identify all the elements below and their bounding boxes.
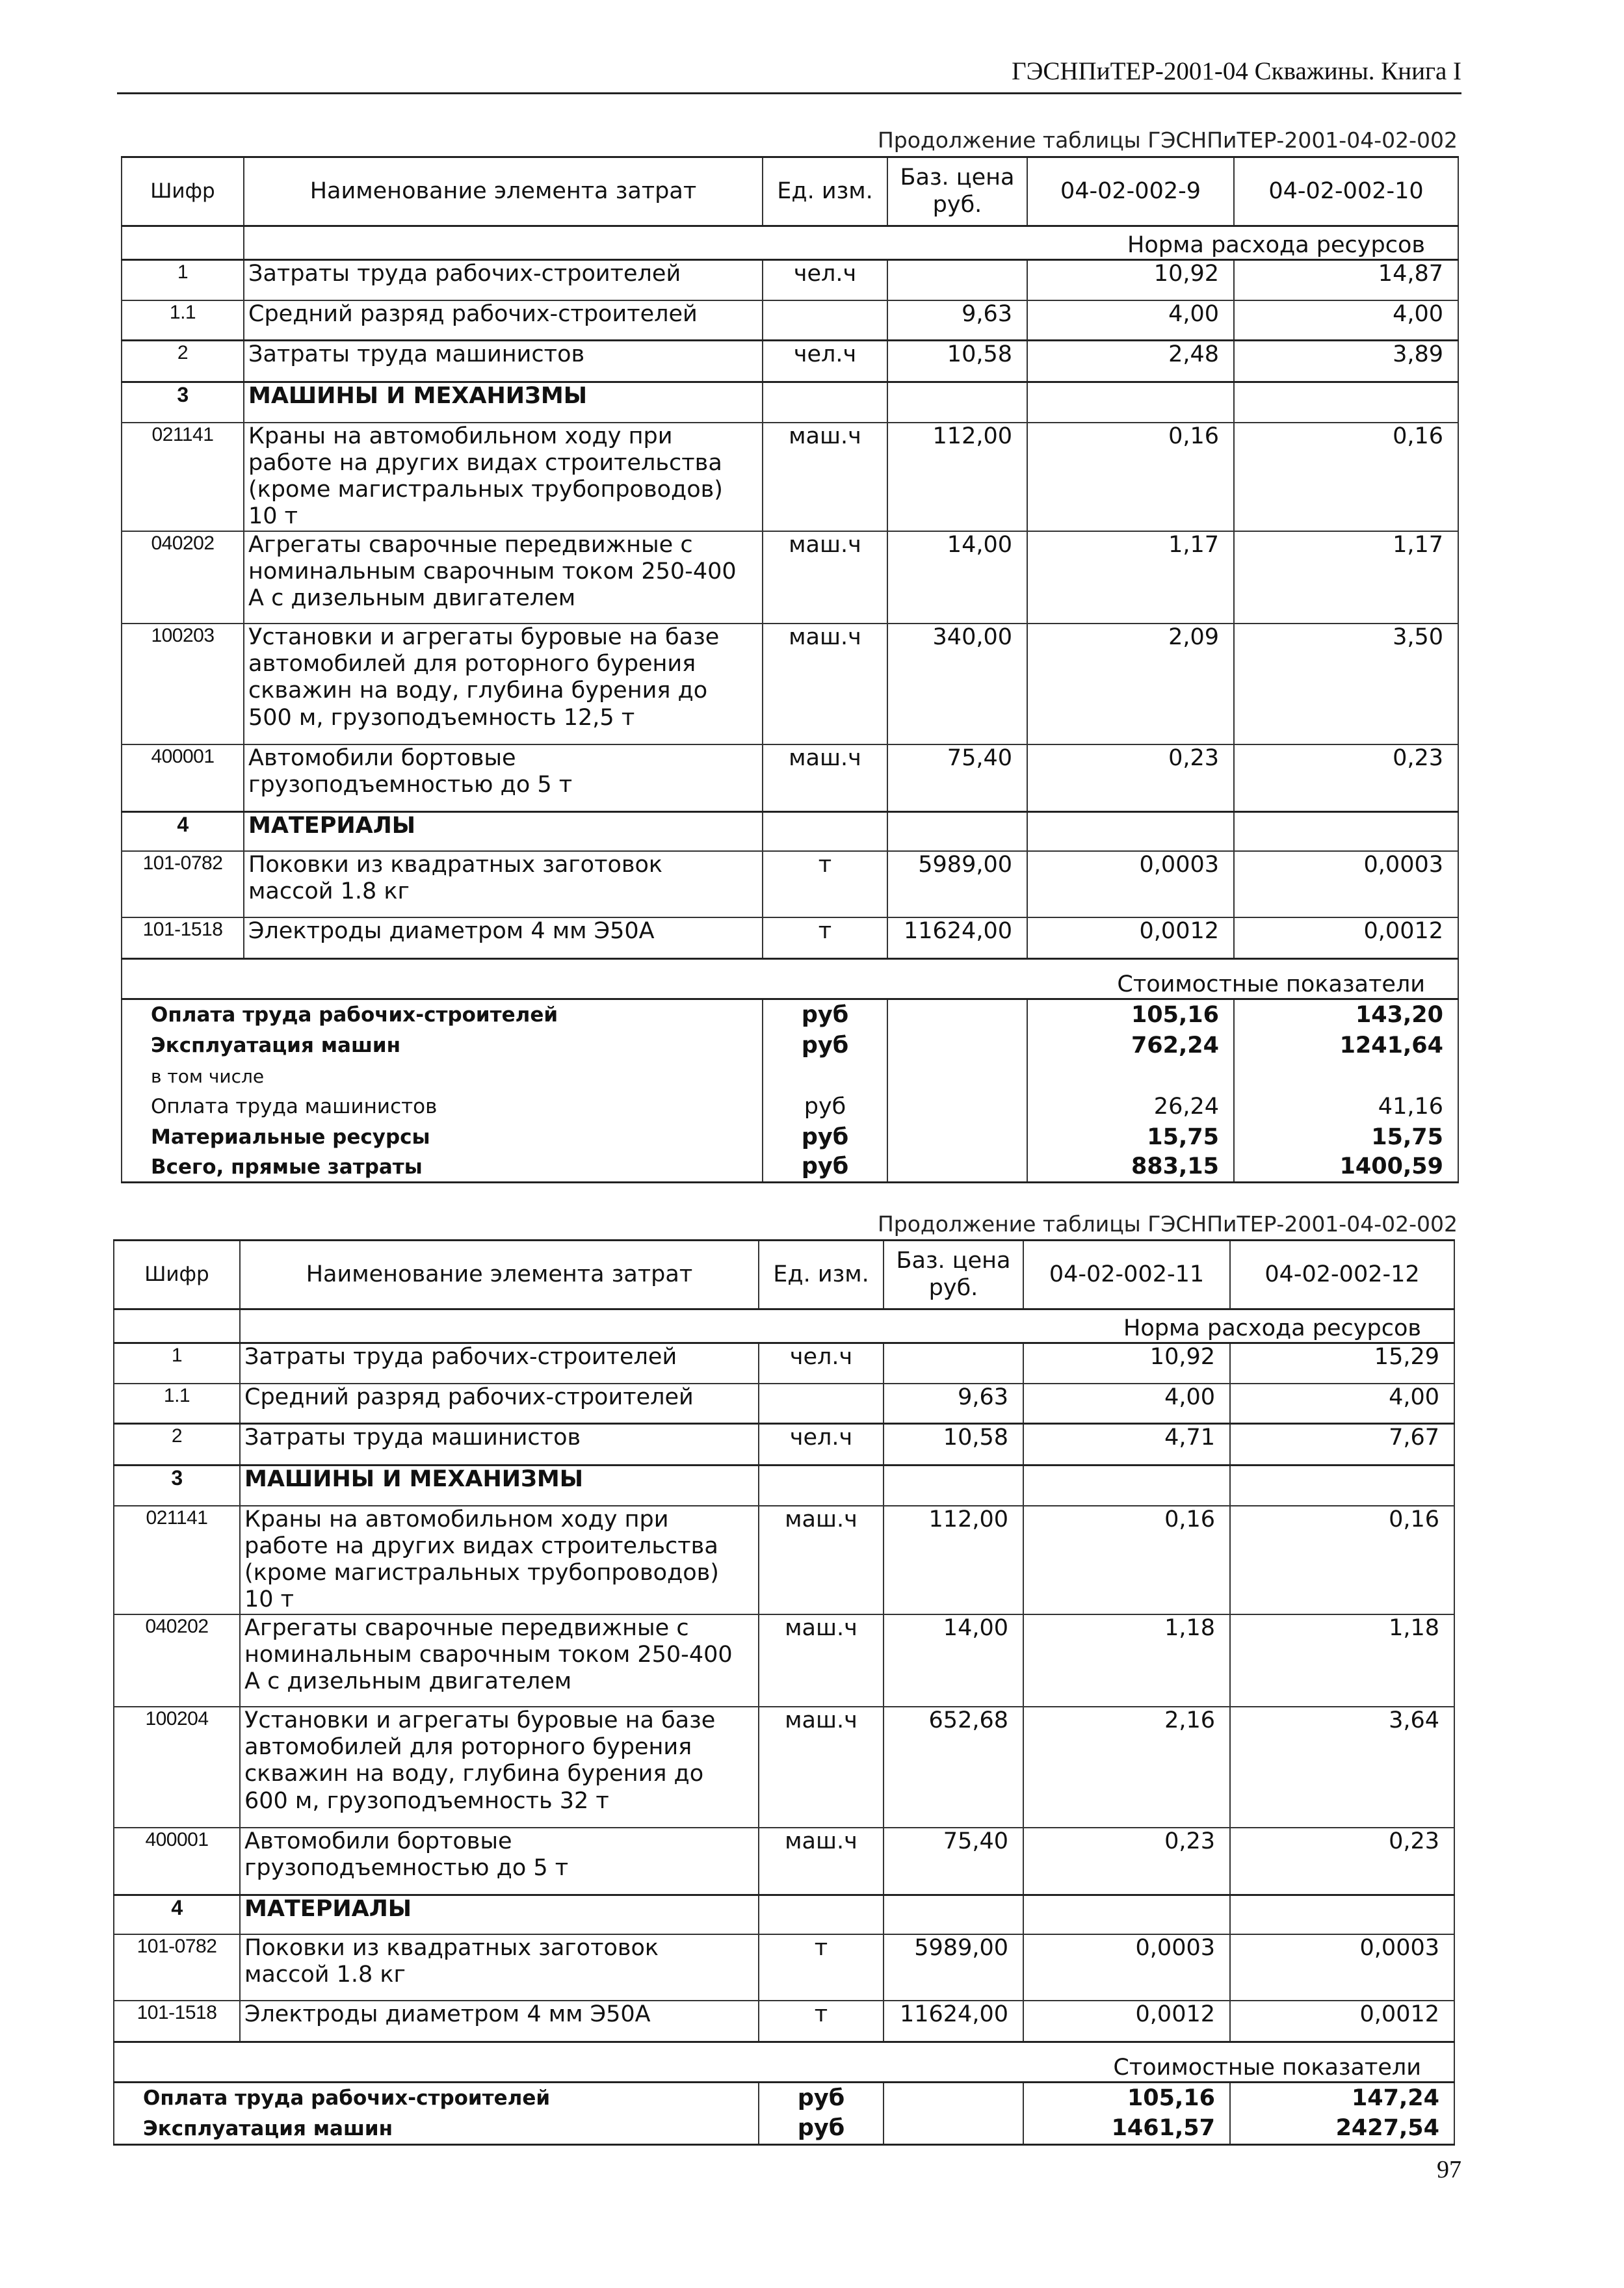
row-name: Установки и агрегаты буровые на базе автомобилей для роторного бурения скважин на воду, глубина бурения до 500 м, грузоподъемность 12,5 т <box>244 624 763 744</box>
row-price: 652,68 <box>884 1707 1023 1828</box>
empty-cell <box>884 2083 1023 2114</box>
cost-row <box>122 1031 1458 1062</box>
row-value-a: 0,16 <box>1027 423 1234 531</box>
row-code: 101-0782 <box>122 851 244 917</box>
row-name: Агрегаты сварочные передвижные с номинальным сварочным током 250-400 А с дизельным двигателем <box>244 531 763 624</box>
row-name: МАТЕРИАЛЫ <box>244 812 763 851</box>
row-value-a: 2,16 <box>1023 1707 1230 1828</box>
row-unit: руб <box>763 1092 887 1123</box>
row-name: Средний разряд рабочих-строителей <box>244 300 763 341</box>
cost-row <box>114 2083 1454 2114</box>
row-value-b: 1400,59 <box>1234 1153 1458 1183</box>
cost-label: Оплата труда рабочих-строителей <box>122 999 763 1031</box>
col-header-a: 04-02-002-11 <box>1023 1241 1230 1309</box>
row-value-b: 0,23 <box>1234 744 1458 812</box>
row-value-b: 3,64 <box>1230 1707 1454 1828</box>
row-value-a: 105,16 <box>1023 2083 1230 2114</box>
row-code: 100203 <box>122 624 244 744</box>
row-unit: руб <box>763 1153 887 1183</box>
row-code: 2 <box>114 1424 240 1466</box>
table-2-continuation-caption: Продолжение таблицы ГЭСНПиТЕР-2001-04-02-002 <box>877 1211 1458 1237</box>
row-code: 100204 <box>114 1707 240 1828</box>
cost-label: Материальные ресурсы <box>122 1123 763 1153</box>
row-name: Автомобили бортовые грузоподъемностью до 5 т <box>244 744 763 812</box>
empty-cell <box>759 1895 884 1934</box>
col-header-b: 04-02-002-12 <box>1230 1241 1454 1309</box>
row-price: 11624,00 <box>884 2001 1023 2042</box>
col-header-name: Наименование элемента затрат <box>244 157 763 226</box>
table-row <box>122 744 1458 812</box>
table-header-row <box>114 1241 1454 1309</box>
page-header <box>117 39 1461 94</box>
row-value-b: 3,50 <box>1234 624 1458 744</box>
row-price: 112,00 <box>884 1506 1023 1614</box>
row-value-a: 4,00 <box>1027 300 1234 341</box>
row-value-b: 147,24 <box>1230 2083 1454 2114</box>
row-value-a: 0,23 <box>1023 1828 1230 1895</box>
row-code: 3 <box>114 1466 240 1506</box>
row-price: 11624,00 <box>887 917 1027 959</box>
row-value-b: 15,29 <box>1230 1343 1454 1384</box>
row-value-b: 1,18 <box>1230 1614 1454 1707</box>
row-value-b: 41,16 <box>1234 1092 1458 1123</box>
band-norm: Норма расхода ресурсов <box>240 1309 1454 1343</box>
row-name: Поковки из квадратных заготовок массой 1.8 кг <box>240 1934 759 2001</box>
row-code: 4 <box>114 1895 240 1934</box>
row-code: 2 <box>122 341 244 382</box>
row-code: 021141 <box>122 423 244 531</box>
row-code: 101-0782 <box>114 1934 240 2001</box>
row-unit: руб <box>763 1031 887 1062</box>
row-code: 400001 <box>114 1828 240 1895</box>
section-row <box>114 1466 1454 1506</box>
cost-label: Оплата труда рабочих-строителей <box>114 2083 759 2114</box>
row-value-a: 1,18 <box>1023 1614 1230 1707</box>
band-norm: Норма расхода ресурсов <box>244 226 1458 260</box>
row-value-a: 0,23 <box>1027 744 1234 812</box>
row-name: Затраты труда рабочих-строителей <box>244 260 763 300</box>
empty-cell <box>114 1309 240 1343</box>
row-value-a: 0,0012 <box>1023 2001 1230 2042</box>
empty-cell <box>1234 1062 1458 1092</box>
row-value-b: 3,89 <box>1234 341 1458 382</box>
row-value-a: 2,09 <box>1027 624 1234 744</box>
col-header-price: Баз. цена руб. <box>884 1241 1023 1309</box>
page-header-title: ГЭСНПиТЕР-2001-04 Скважины. Книга I <box>1012 57 1461 85</box>
row-value-b: 7,67 <box>1230 1424 1454 1466</box>
empty-cell <box>763 382 887 423</box>
cost-label: Оплата труда машинистов <box>122 1092 763 1123</box>
row-value-a: 762,24 <box>1027 1031 1234 1062</box>
band-cost: Стоимостные показатели <box>114 2042 1454 2083</box>
table-1-continuation-caption: Продолжение таблицы ГЭСНПиТЕР-2001-04-02-002 <box>877 127 1458 153</box>
table-row <box>122 300 1458 341</box>
page-number: 97 <box>1437 2156 1461 2183</box>
row-name: Установки и агрегаты буровые на базе автомобилей для роторного бурения скважин на воду, глубина бурения до 600 м, грузоподъемность 32 т <box>240 1707 759 1828</box>
table-row <box>114 1707 1454 1828</box>
cost-row <box>122 1062 1458 1092</box>
row-unit: чел.ч <box>759 1424 884 1466</box>
table-row <box>122 423 1458 531</box>
empty-cell <box>1230 1466 1454 1506</box>
row-name: Агрегаты сварочные передвижные с номинальным сварочным током 250-400 А с дизельным двигателем <box>240 1614 759 1707</box>
row-value-b: 4,00 <box>1230 1384 1454 1424</box>
table-row <box>114 1424 1454 1466</box>
row-name: МАШИНЫ И МЕХАНИЗМЫ <box>240 1466 759 1506</box>
row-unit: чел.ч <box>759 1343 884 1384</box>
empty-cell <box>759 1466 884 1506</box>
row-value-b: 2427,54 <box>1230 2114 1454 2145</box>
row-name: МАТЕРИАЛЫ <box>240 1895 759 1934</box>
row-code: 021141 <box>114 1506 240 1614</box>
row-price: 10,58 <box>887 341 1027 382</box>
row-name: Автомобили бортовые грузоподъемностью до 5 т <box>240 1828 759 1895</box>
table-row <box>122 260 1458 300</box>
row-name: Средний разряд рабочих-строителей <box>240 1384 759 1424</box>
row-code: 101-1518 <box>114 2001 240 2042</box>
empty-cell <box>887 812 1027 851</box>
row-unit: руб <box>759 2083 884 2114</box>
row-value-a: 883,15 <box>1027 1153 1234 1183</box>
row-price: 340,00 <box>887 624 1027 744</box>
row-name: Краны на автомобильном ходу при работе на других видах строительства (кроме магистральных трубопроводов) 10 т <box>244 423 763 531</box>
cost-row <box>114 2114 1454 2145</box>
cost-label: Всего, прямые затраты <box>122 1153 763 1183</box>
row-name: Краны на автомобильном ходу при работе на других видах строительства (кроме магистральных трубопроводов) 10 т <box>240 1506 759 1614</box>
col-header-name: Наименование элемента затрат <box>240 1241 759 1309</box>
row-unit: маш.ч <box>763 531 887 624</box>
row-code: 3 <box>122 382 244 423</box>
row-code: 4 <box>122 812 244 851</box>
row-value-a: 105,16 <box>1027 999 1234 1031</box>
row-unit: маш.ч <box>763 624 887 744</box>
row-value-b: 143,20 <box>1234 999 1458 1031</box>
row-price: 14,00 <box>884 1614 1023 1707</box>
table-row <box>122 624 1458 744</box>
section-row <box>122 812 1458 851</box>
table-row <box>122 341 1458 382</box>
table-row <box>114 2042 1454 2083</box>
row-value-a: 10,92 <box>1027 260 1234 300</box>
row-value-a: 0,0012 <box>1027 917 1234 959</box>
row-unit <box>759 1384 884 1424</box>
row-unit: руб <box>763 999 887 1031</box>
col-header-code: Шифр <box>122 157 244 226</box>
row-price: 14,00 <box>887 531 1027 624</box>
col-header-b: 04-02-002-10 <box>1234 157 1458 226</box>
row-value-b: 0,16 <box>1230 1506 1454 1614</box>
empty-cell <box>887 1062 1027 1092</box>
row-name: Электроды диаметром 4 мм Э50А <box>240 2001 759 2042</box>
row-price: 5989,00 <box>884 1934 1023 2001</box>
row-price: 112,00 <box>887 423 1027 531</box>
empty-cell <box>763 812 887 851</box>
row-unit: т <box>763 851 887 917</box>
row-price: 9,63 <box>884 1384 1023 1424</box>
row-code: 040202 <box>114 1614 240 1707</box>
row-value-b: 15,75 <box>1234 1123 1458 1153</box>
row-code: 101-1518 <box>122 917 244 959</box>
table-row <box>122 226 1458 260</box>
row-unit: руб <box>759 2114 884 2145</box>
row-value-a: 15,75 <box>1027 1123 1234 1153</box>
row-price: 75,40 <box>884 1828 1023 1895</box>
table-row <box>122 531 1458 624</box>
row-value-b: 0,0012 <box>1230 2001 1454 2042</box>
row-code: 1 <box>114 1343 240 1384</box>
col-header-a: 04-02-002-9 <box>1027 157 1234 226</box>
row-value-a: 0,0003 <box>1023 1934 1230 2001</box>
row-value-b: 0,23 <box>1230 1828 1454 1895</box>
band-cost: Стоимостные показатели <box>122 959 1458 999</box>
row-name: Затраты труда рабочих-строителей <box>240 1343 759 1384</box>
row-price: 10,58 <box>884 1424 1023 1466</box>
empty-cell <box>887 382 1027 423</box>
col-header-unit: Ед. изм. <box>759 1241 884 1309</box>
row-price: 5989,00 <box>887 851 1027 917</box>
row-value-a: 1,17 <box>1027 531 1234 624</box>
cost-label: Эксплуатация машин <box>122 1031 763 1062</box>
empty-cell <box>1023 1895 1230 1934</box>
table-header-row <box>122 157 1458 226</box>
row-value-a: 4,71 <box>1023 1424 1230 1466</box>
col-header-price: Баз. цена руб. <box>887 157 1027 226</box>
row-value-b: 1241,64 <box>1234 1031 1458 1062</box>
table-row <box>114 1934 1454 2001</box>
table-row <box>114 1343 1454 1384</box>
row-value-b: 0,0012 <box>1234 917 1458 959</box>
table-row <box>122 851 1458 917</box>
table-row <box>114 1506 1454 1614</box>
row-code: 1 <box>122 260 244 300</box>
row-code: 1.1 <box>114 1384 240 1424</box>
row-price: 75,40 <box>887 744 1027 812</box>
empty-cell <box>887 1123 1027 1153</box>
row-value-b: 0,16 <box>1234 423 1458 531</box>
table-2 <box>113 1239 1455 2146</box>
row-value-b: 4,00 <box>1234 300 1458 341</box>
row-unit: руб <box>763 1123 887 1153</box>
empty-cell <box>884 2114 1023 2145</box>
empty-cell <box>884 1466 1023 1506</box>
empty-cell <box>884 1895 1023 1934</box>
row-unit: маш.ч <box>759 1506 884 1614</box>
row-value-b: 0,0003 <box>1234 851 1458 917</box>
empty-cell <box>887 999 1027 1031</box>
row-unit: т <box>763 917 887 959</box>
row-unit: т <box>759 2001 884 2042</box>
row-value-a: 0,16 <box>1023 1506 1230 1614</box>
table-1 <box>121 156 1459 1183</box>
row-unit: маш.ч <box>763 744 887 812</box>
row-code: 040202 <box>122 531 244 624</box>
row-value-a: 2,48 <box>1027 341 1234 382</box>
row-value-a: 10,92 <box>1023 1343 1230 1384</box>
empty-cell <box>887 1031 1027 1062</box>
cost-label: в том числе <box>122 1062 763 1092</box>
empty-cell <box>763 1062 887 1092</box>
section-row <box>122 382 1458 423</box>
table-row <box>114 1614 1454 1707</box>
empty-cell <box>1027 1062 1234 1092</box>
row-unit <box>763 300 887 341</box>
cost-row <box>122 1092 1458 1123</box>
col-header-code: Шифр <box>114 1241 240 1309</box>
row-value-a: 1461,57 <box>1023 2114 1230 2145</box>
table-row <box>114 2001 1454 2042</box>
row-name: Затраты труда машинистов <box>240 1424 759 1466</box>
row-name: Затраты труда машинистов <box>244 341 763 382</box>
row-value-b: 1,17 <box>1234 531 1458 624</box>
row-name: Электроды диаметром 4 мм Э50А <box>244 917 763 959</box>
empty-cell <box>1234 382 1458 423</box>
row-price <box>887 260 1027 300</box>
empty-cell <box>887 1092 1027 1123</box>
row-value-b: 14,87 <box>1234 260 1458 300</box>
row-unit: маш.ч <box>759 1828 884 1895</box>
table-row <box>122 917 1458 959</box>
row-unit: т <box>759 1934 884 2001</box>
row-value-a: 4,00 <box>1023 1384 1230 1424</box>
table-row <box>114 1384 1454 1424</box>
empty-cell <box>1027 382 1234 423</box>
section-row <box>114 1895 1454 1934</box>
row-unit: чел.ч <box>763 341 887 382</box>
table-row <box>114 1309 1454 1343</box>
row-unit: маш.ч <box>763 423 887 531</box>
row-unit: чел.ч <box>763 260 887 300</box>
col-header-unit: Ед. изм. <box>763 157 887 226</box>
cost-row <box>122 999 1458 1031</box>
row-value-b: 0,0003 <box>1230 1934 1454 2001</box>
table-row <box>114 1828 1454 1895</box>
cost-row <box>122 1123 1458 1153</box>
empty-cell <box>1234 812 1458 851</box>
empty-cell <box>122 226 244 260</box>
row-price <box>884 1343 1023 1384</box>
row-value-a: 0,0003 <box>1027 851 1234 917</box>
row-unit: маш.ч <box>759 1707 884 1828</box>
row-name: МАШИНЫ И МЕХАНИЗМЫ <box>244 382 763 423</box>
row-name: Поковки из квадратных заготовок массой 1.8 кг <box>244 851 763 917</box>
cost-label: Эксплуатация машин <box>114 2114 759 2145</box>
row-unit: маш.ч <box>759 1614 884 1707</box>
row-price: 9,63 <box>887 300 1027 341</box>
row-code: 1.1 <box>122 300 244 341</box>
row-value-a: 26,24 <box>1027 1092 1234 1123</box>
row-code: 400001 <box>122 744 244 812</box>
empty-cell <box>1027 812 1234 851</box>
empty-cell <box>1230 1895 1454 1934</box>
cost-row <box>122 1153 1458 1183</box>
empty-cell <box>887 1153 1027 1183</box>
table-row <box>122 959 1458 999</box>
empty-cell <box>1023 1466 1230 1506</box>
